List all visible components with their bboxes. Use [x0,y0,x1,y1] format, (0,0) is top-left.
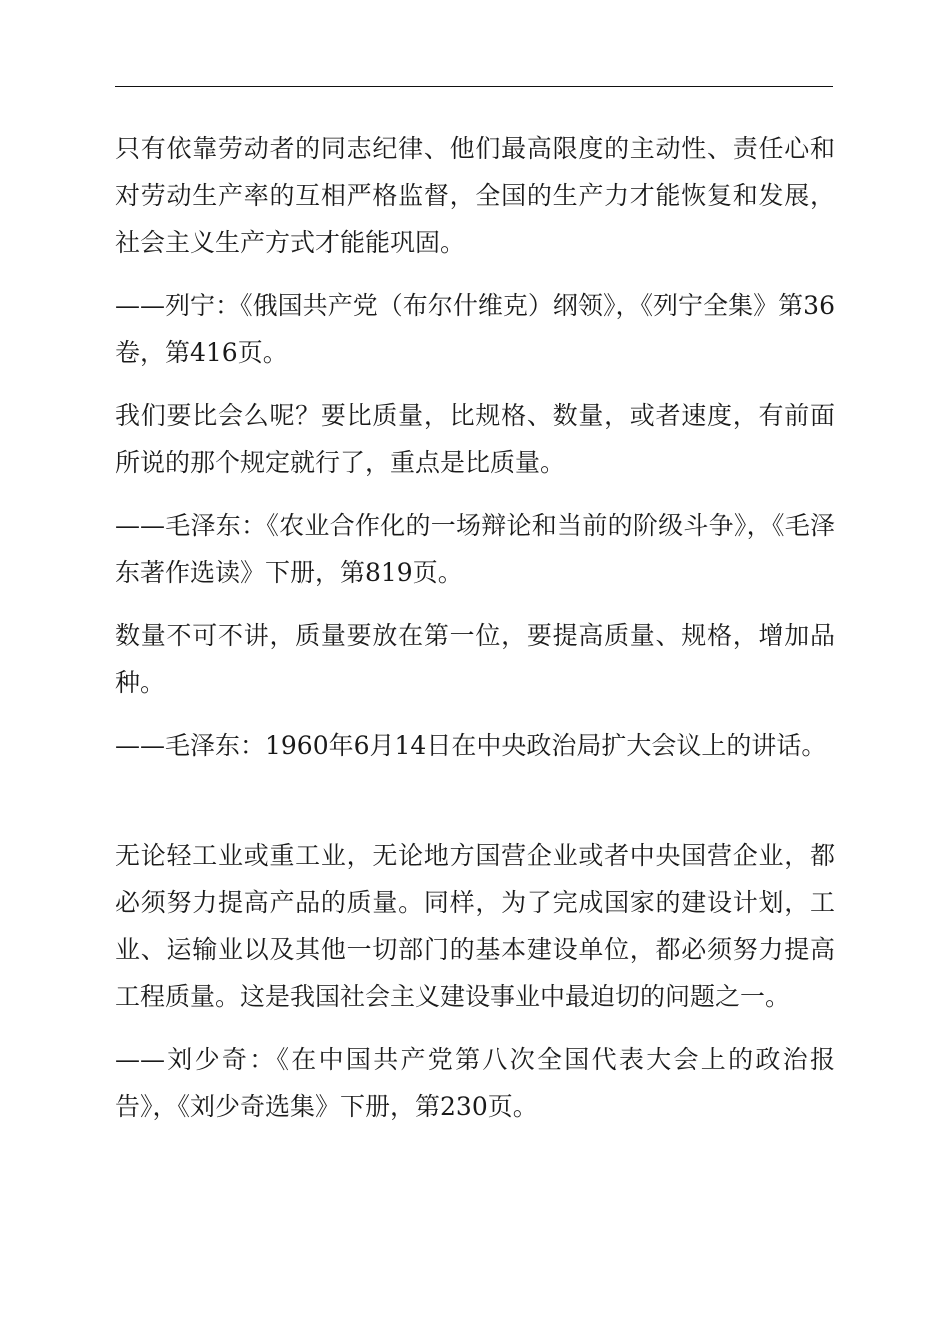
quote-lenin: 只有依靠劳动者的同志纪律、他们最高限度的主动性、责任心和对劳动生产率的互相严格监督，全国的生产力才能恢复和发展，社会主义生产方式才能能巩固。 [115,134,835,257]
quote-mao-2: 数量不可不讲，质量要放在第一位，要提高质量、规格，增加品种。 [115,621,835,697]
quote-mao-1: 我们要比会么呢？要比质量，比规格、数量，或者速度，有前面所说的那个规定就行了，重点是比质量。 [115,401,835,477]
document-body [115,125,835,1146]
citation-mao-1: ——毛泽东：《农业合作化的一场辩论和当前的阶级斗争》，《毛泽东著作选读》下册，第819页。 [115,511,835,587]
citation-mao-2: ——毛泽东：1960年6月14日在中央政治局扩大会议上的讲话。 [115,731,827,760]
header-rule [115,86,833,87]
section-gap [115,785,835,832]
quote-liu: 无论轻工业或重工业，无论地方国营企业或者中央国营企业，都必须努力提高产品的质量。同样，为了完成国家的建设计划，工业、运输业以及其他一切部门的基本建设单位，都必须努力提高工程质量。这是我国社会主义建设事业中最迫切的问题之一。 [115,841,835,1011]
citation-liu: ——刘少奇：《在中国共产党第八次全国代表大会上的政治报告》，《刘少奇选集》下册，第230页。 [115,1045,835,1121]
citation-lenin: ——列宁：《俄国共产党（布尔什维克）纲领》，《列宁全集》第36卷，第416页。 [115,291,835,367]
